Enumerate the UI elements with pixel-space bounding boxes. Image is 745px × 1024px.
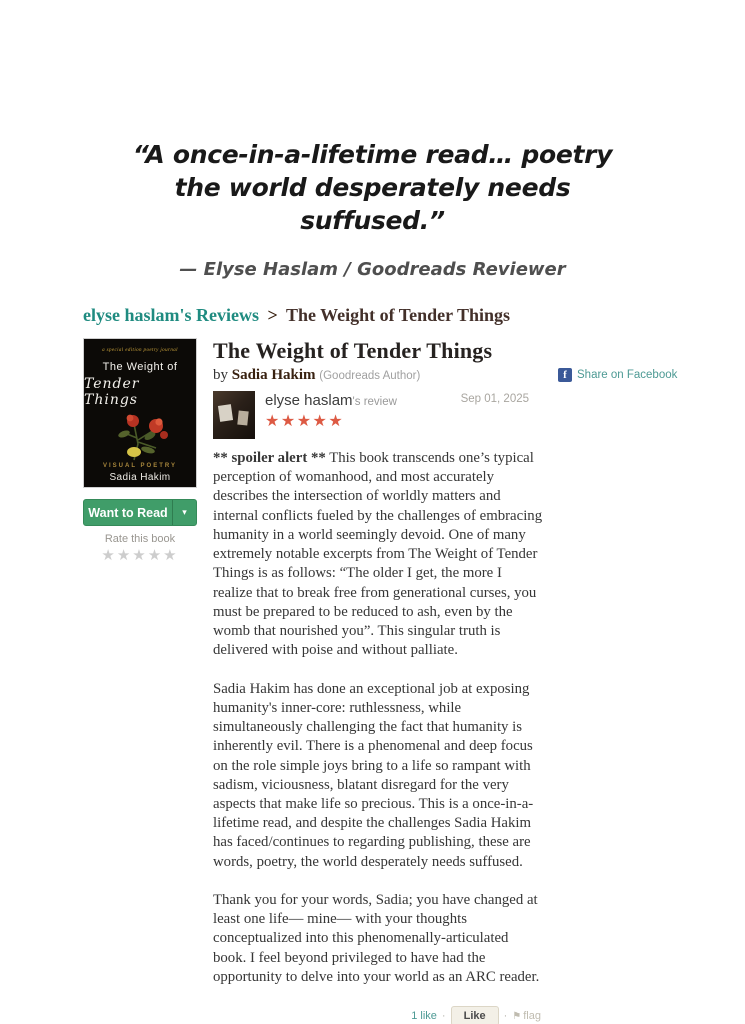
book-cover-image[interactable] <box>83 338 197 488</box>
like-button[interactable]: Like <box>451 1006 499 1024</box>
flag-icon: ⚑ <box>512 1010 522 1022</box>
review-paragraph: Thank you for your words, Sadia; you have changed at least one life— mine— with your thoughts conceptualized into this phenomenally-articulated book. I feel beyond privileged to have had the opportunity to delve into your world as an ARC reader. <box>213 891 540 985</box>
byline <box>213 367 543 384</box>
like-bar <box>213 1006 543 1024</box>
pull-quote-text: “A once-in-a-lifetime read… poetry the world desperately needs suffused.” <box>132 140 613 235</box>
reviewer-name-link[interactable]: elyse haslam <box>265 392 353 409</box>
breadcrumb-reviews-link[interactable]: elyse haslam's Reviews <box>83 305 259 325</box>
flag-link[interactable]: ⚑ flag <box>512 1010 541 1023</box>
review-body <box>213 449 543 987</box>
pull-quote-attribution: — Elyse Haslam / Goodreads Reviewer <box>179 259 566 280</box>
want-to-read-label: Want to Read <box>88 505 168 520</box>
want-to-read-button[interactable] <box>83 499 197 526</box>
pull-quote-section <box>0 0 745 280</box>
review-paragraph: Sadia Hakim has done an exceptional job at exposing humanity's inner-core: ruthlessness, while simultaneously challenging the fact that humanity is inherently evil. There is a phenomenal and deep focus on the role simple joys bring to a life so rampant with sadism, viciousness, blatant disregard for the very aspects that make life so precious. This is a once-in-a-lifetime read, and despite the challenges Sadia Hakim has faced/continues to regarding publishing, these are words, poetry, the world desperately needs suffused. <box>213 680 534 870</box>
cover-title-line2: Tender Things <box>84 376 140 408</box>
review-paragraph: ** spoiler alert ** This book transcends one’s typical perception of womanhood, and most accurately describes the intersection of worldly matters and internal conflicts fueled by the challenges of embracing humanity in a world seemingly devoid. One of many extremely notable excerpts from The Weight of Tender Things is as follows: “The older I get, the more I realize that to break free from generational curses, you must be prepared to be reduced to ash, even by the womb that nourished you”. This singular truth is delivered with poise and without palliate. <box>213 450 543 659</box>
share-column <box>558 338 677 1024</box>
review-suffix: 's review <box>352 396 397 408</box>
author-link[interactable]: Sadia Hakim <box>231 367 316 383</box>
rate-this-book-label: Rate this book <box>104 533 176 545</box>
reviewer-avatar[interactable] <box>213 391 255 439</box>
review-date: Sep 01, 2025 <box>460 393 529 405</box>
book-actions-column <box>83 338 197 1024</box>
review-header <box>213 391 543 439</box>
book-title-link[interactable]: The Weight of Tender Things <box>213 338 493 363</box>
cover-tagline: a special edition poetry journal <box>102 348 178 353</box>
share-on-facebook-label: Share on Facebook <box>577 369 678 381</box>
breadcrumb <box>83 305 663 326</box>
spoiler-alert-label: ** spoiler alert ** <box>213 450 326 466</box>
likes-count-link[interactable]: 1 like <box>411 1010 437 1023</box>
goodreads-author-badge: (Goodreads Author) <box>319 370 421 382</box>
rate-stars[interactable]: ★★★★★ <box>101 547 179 564</box>
shelf-dropdown-caret-icon[interactable]: ▾ <box>172 500 196 525</box>
facebook-icon: f <box>558 368 572 382</box>
cover-author-name: Sadia Hakim <box>109 472 171 483</box>
review-rating-stars: ★★★★★ <box>265 413 345 430</box>
share-on-facebook-link[interactable] <box>558 368 677 382</box>
cover-title-line1: The Weight of <box>102 361 178 373</box>
cover-visual-poetry-label: VISUAL POETRY <box>102 463 177 469</box>
cover-flower-illustration <box>104 410 176 462</box>
by-label: by <box>213 367 228 383</box>
review-column <box>213 338 543 1024</box>
breadcrumb-separator: > <box>267 305 278 325</box>
goodreads-review-embed <box>83 305 678 1024</box>
dot-separator: · <box>503 1010 508 1023</box>
breadcrumb-book-title[interactable]: The Weight of Tender Things <box>285 305 511 325</box>
dot-separator: · <box>441 1010 446 1023</box>
